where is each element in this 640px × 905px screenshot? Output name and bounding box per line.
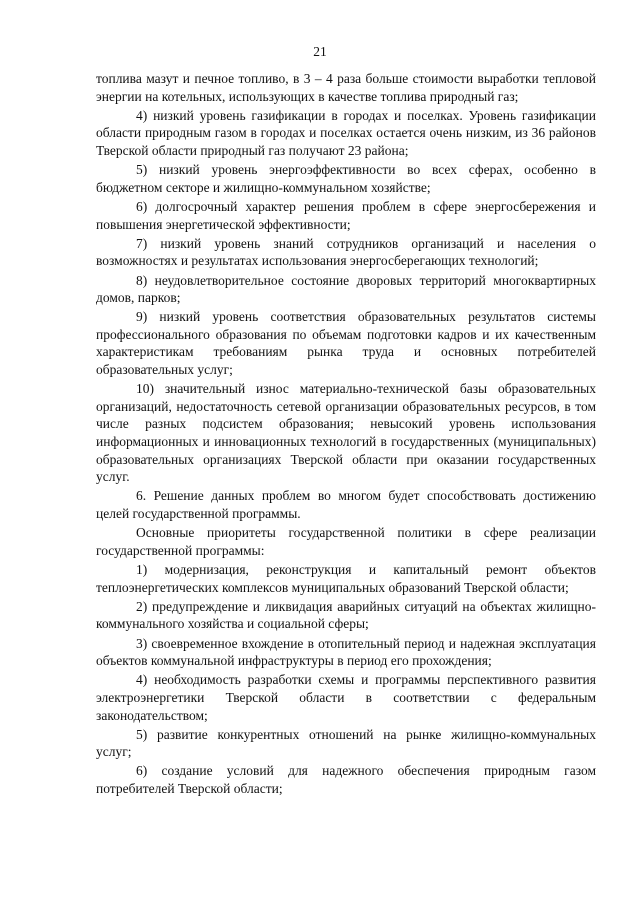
paragraph-priority-3: 3) своевременное вхождение в отопительный период и надежная эксплуатация объектов коммунальной инфраструктуры в период его прохождения; xyxy=(96,635,596,669)
page-number: 21 xyxy=(313,44,327,59)
paragraph-item-4-gasification: 4) низкий уровень газификации в городах и поселках. Уровень газификации области природным газом в городах и поселках остается очень низким, из 36 районов Тверской области природный газ получают 23 района; xyxy=(96,107,596,158)
paragraph-item-5-energy-efficiency: 5) низкий уровень энергоэффективности во всех сферах, особенно в бюджетном секторе и жилищно-коммунальном хозяйстве; xyxy=(96,162,596,195)
paragraph-priority-6: 6) создание условий для надежного обеспечения природным газом потребителей Тверской области; xyxy=(96,763,596,797)
paragraph-section-6: 6. Решение данных проблем во многом будет способствовать достижению целей государственной программы. xyxy=(96,488,596,521)
paragraph-continuation: топлива мазут и печное топливо, в 3 – 4 раза больше стоимости выработки тепловой энергии на котельных, использующих в качестве топлива природный газ; xyxy=(96,71,596,104)
paragraph-item-8-yards: 8) неудовлетворительное состояние дворовых территорий многоквартирных домов, парков; xyxy=(96,272,596,306)
document-body xyxy=(96,70,596,799)
paragraph-priorities-intro: Основные приоритеты государственной политики в сфере реализации государственной программы: xyxy=(96,525,596,558)
paragraph-priority-5: 5) развитие конкурентных отношений на рынке жилищно-коммунальных услуг; xyxy=(96,726,596,760)
paragraph-priority-4: 4) необходимость разработки схемы и программы перспективного развития электроэнергетики Тверской области в соответствии с федеральным законодательством; xyxy=(96,672,596,723)
paragraph-priority-2: 2) предупреждение и ликвидация аварийных ситуаций на объектах жилищно-коммунального хозяйства и социальной сферы; xyxy=(96,598,596,632)
paragraph-item-9-education-results: 9) низкий уровень соответствия образовательных результатов системы профессионального образования по объемам подготовки кадров и их качественным характеристикам требованиям рынка труда и основных потребителей образовательных услуг; xyxy=(96,309,596,378)
paragraph-item-10-wear: 10) значительный износ материально-технической базы образовательных организаций, недостаточность сетевой организации образовательных ресурсов, в том числе разных подсистем образования; невысокий уровень использования информационных и инновационных технологий в государственных (муниципальных) образовательных организациях Тверской области при оказании государственных услуг. xyxy=(96,381,596,485)
paragraph-priority-1: 1) модернизация, реконструкция и капитальный ремонт объектов теплоэнергетических комплексов муниципальных образований Тверской области; xyxy=(96,561,596,595)
paragraph-item-7-knowledge: 7) низкий уровень знаний сотрудников организаций и населения о возможностях и результатах использования энергосберегающих технологий; xyxy=(96,235,596,269)
paragraph-item-6-long-term: 6) долгосрочный характер решения проблем в сфере энергосбережения и повышения энергетической эффективности; xyxy=(96,198,596,232)
